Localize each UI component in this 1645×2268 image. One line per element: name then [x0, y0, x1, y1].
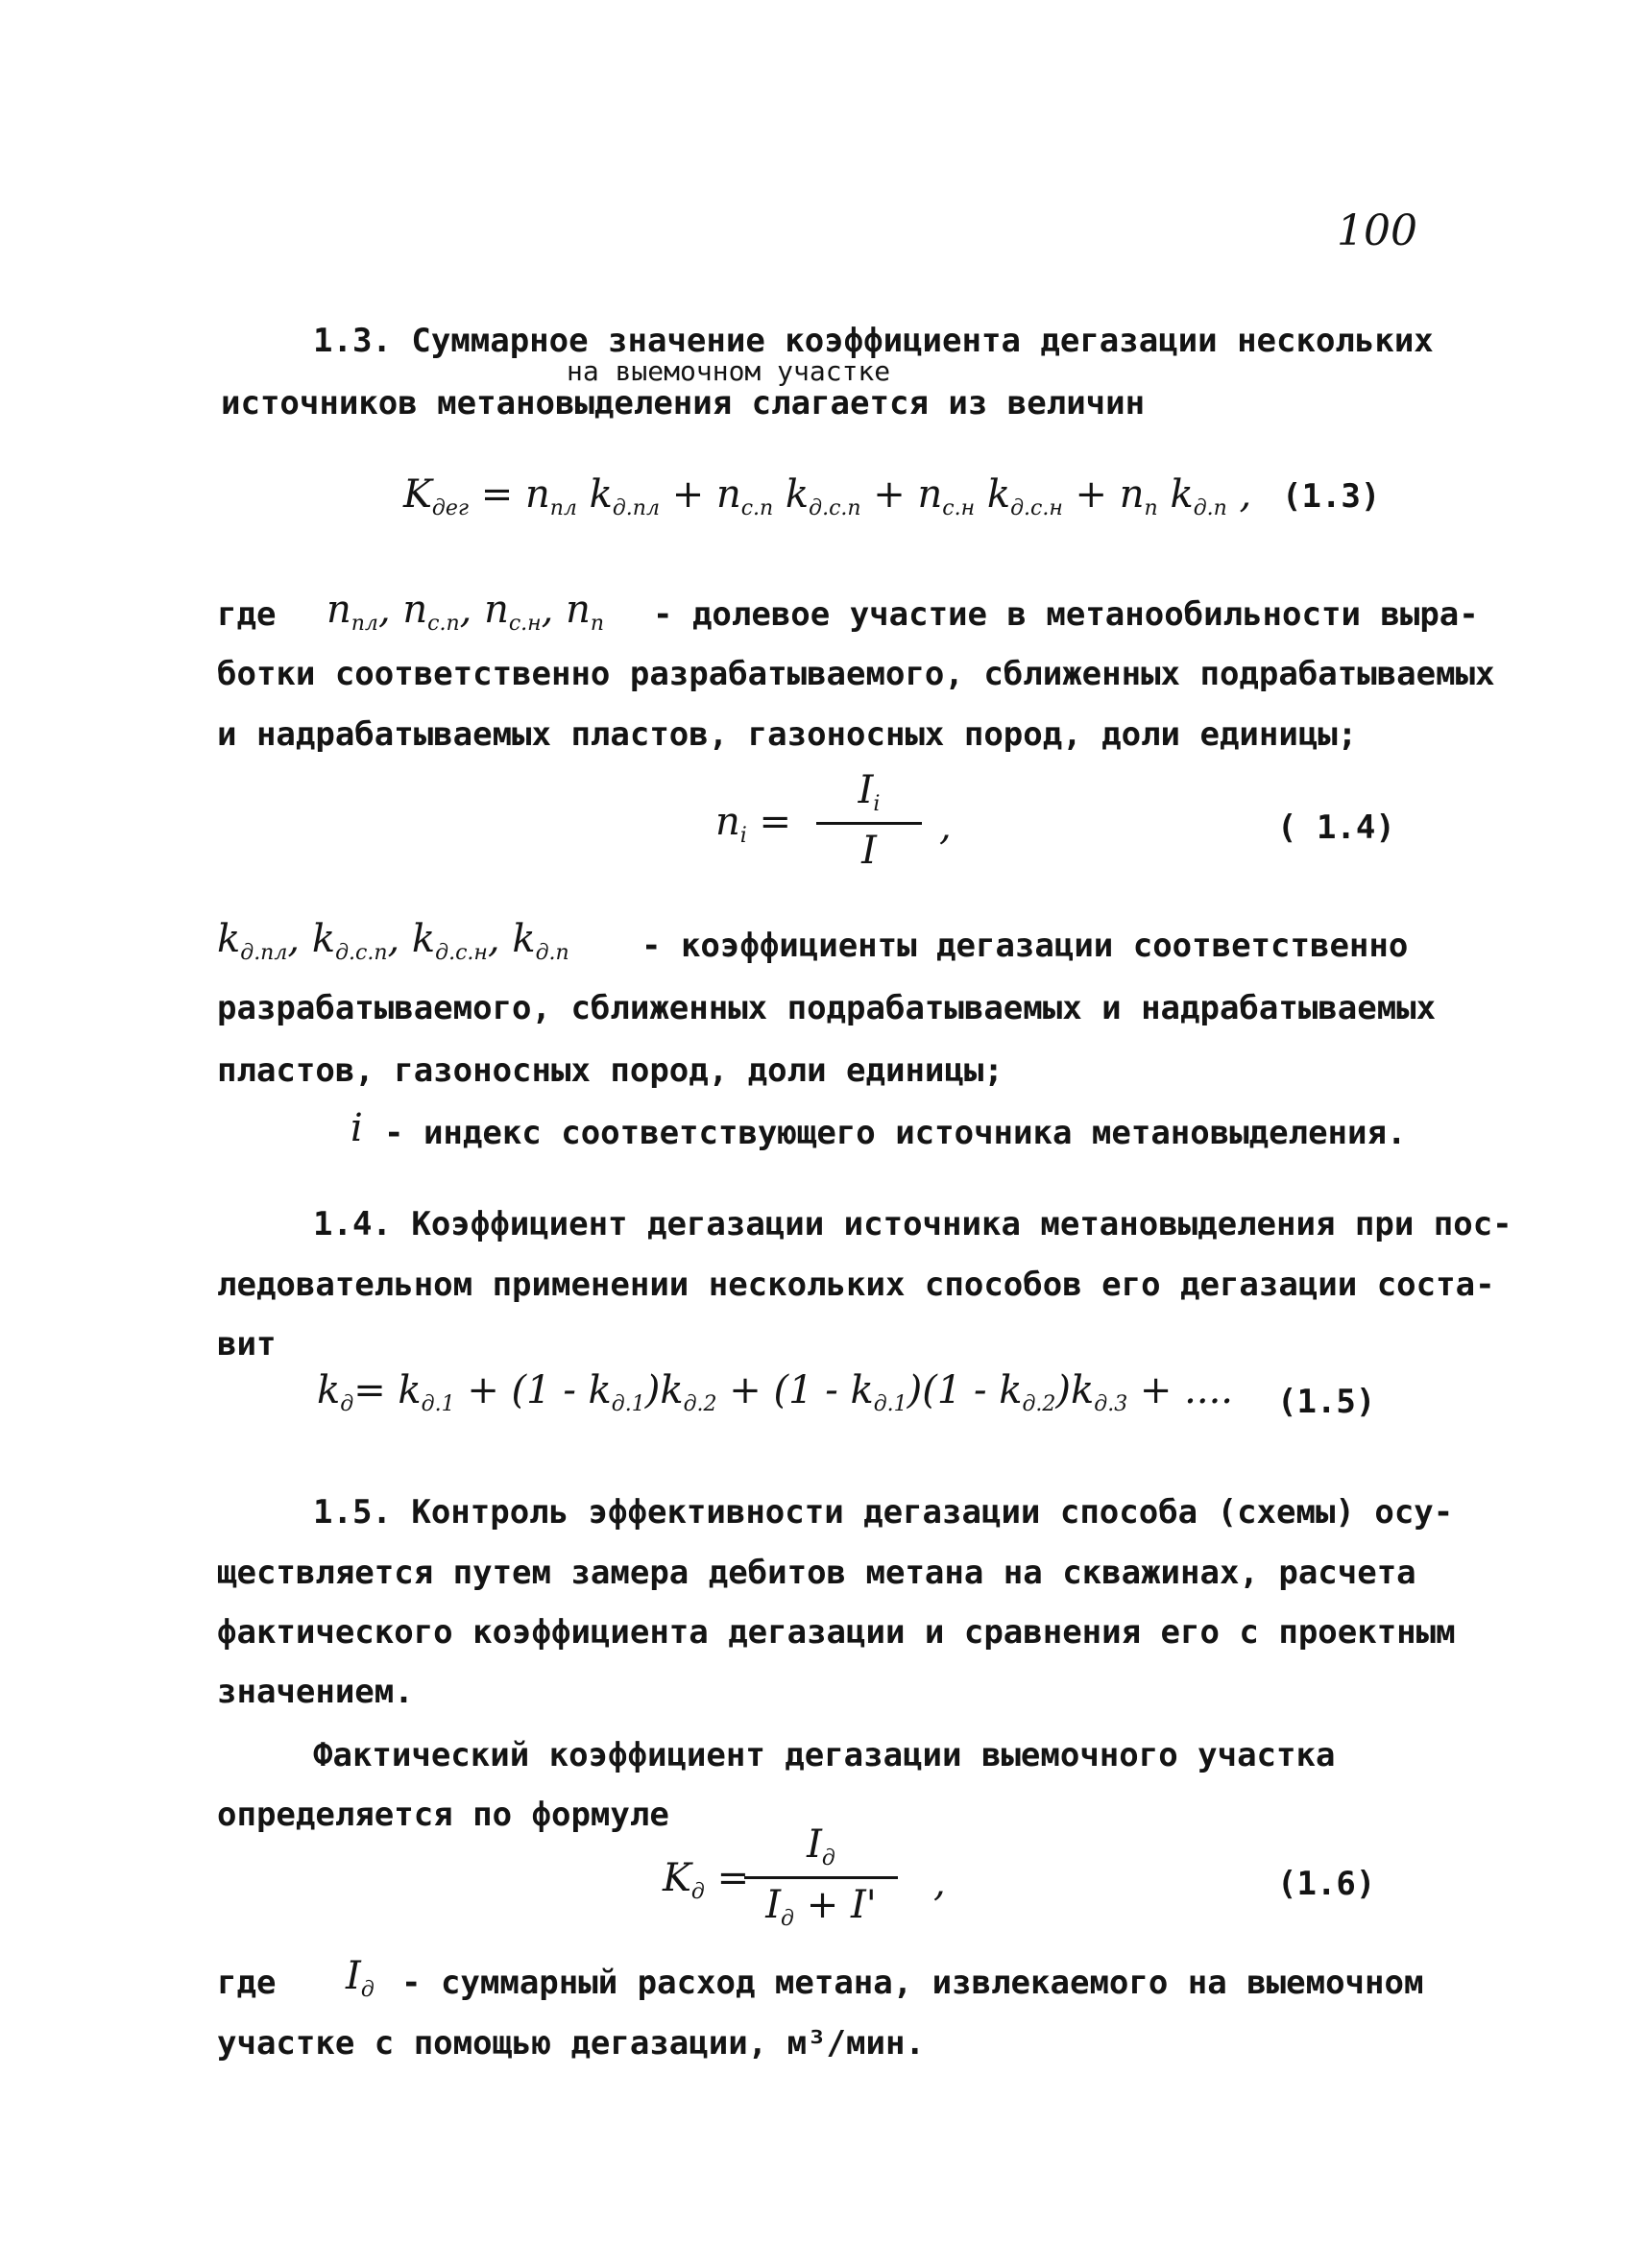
eq14-fraction-bar	[816, 822, 922, 825]
s15-line2: ществляется путем замера дебитов метана на скважинах, расчета	[217, 1554, 1416, 1592]
eq16-num-sub: д	[821, 1846, 835, 1870]
eq14-equals: =	[759, 800, 792, 844]
eq15-t3b-sub: д.2	[1022, 1392, 1056, 1416]
w1-n3: n	[484, 588, 509, 632]
eq13-op2: +	[873, 472, 906, 517]
where2-symbols: $k_{д.пл}$, $k_{д.с.п}$, $k_{д.с.н}$, $k_{д.п}$	[217, 917, 569, 965]
w2-k3: k	[411, 917, 436, 961]
eq15-lhs: k	[317, 1368, 341, 1412]
equation-1-3	[403, 472, 1251, 520]
page-number: 100	[1337, 206, 1417, 255]
eq13-n1: n	[524, 472, 550, 517]
eq15-t3-sub: д.1	[873, 1392, 907, 1416]
eq13-n3: n	[917, 472, 943, 517]
w2-k4: k	[512, 917, 536, 961]
eq16-fraction-bar	[744, 1876, 898, 1879]
eq15-number: (1.5)	[1277, 1383, 1376, 1421]
s13-line1: 1.3. Суммарное значение коэффициента дегазации нескольких	[313, 322, 1434, 360]
eq16-denominator	[744, 1883, 898, 1931]
eq16-lhs	[663, 1856, 749, 1904]
w1-n1: n	[327, 588, 351, 632]
eq13-n4-sub: п	[1144, 496, 1158, 520]
s15-line3: фактического коэффициента дегазации и сравнения его с проектным	[217, 1613, 1456, 1652]
w1-n1-sub: пл	[351, 612, 378, 636]
eq15-t2: + (1 - k	[454, 1368, 612, 1412]
eq13-trail: ,	[1239, 472, 1252, 517]
eq16-equals: =	[716, 1856, 750, 1900]
w1-n4: n	[566, 588, 591, 632]
eq13-k3-sub: д.с.н	[1010, 496, 1063, 520]
s13-line2: источников метановыделения слагается из величин	[221, 384, 1146, 422]
eq13-n3-sub: с.н	[942, 496, 976, 520]
eq15-t1-sub: д.1	[421, 1392, 455, 1416]
eq15-t3: + (1 - k	[716, 1368, 874, 1412]
eq13-k3: k	[986, 472, 1011, 517]
eq13-op1: +	[671, 472, 705, 517]
eq14-trail: ,	[939, 805, 952, 849]
eq15-t3c-sub: д.3	[1094, 1392, 1128, 1416]
w1-n3-sub: с.н	[508, 612, 542, 636]
eq13-lhs-sub: дег	[431, 496, 469, 520]
s15-line1: 1.5. Контроль эффективности дегазации способа (схемы) осу-	[313, 1493, 1454, 1532]
w2-k1: k	[217, 917, 241, 961]
where2-text1: - коэффициенты дегазации соответственно	[641, 927, 1409, 965]
eq13-lhs: K	[403, 472, 432, 517]
eq14-denominator: I	[861, 829, 877, 873]
eq16-trail: ,	[933, 1861, 946, 1905]
eq13-n2: n	[715, 472, 741, 517]
s15-line4: значением.	[217, 1673, 414, 1711]
eq15-t2b-sub: д.2	[683, 1392, 717, 1416]
eq13-k4-sub: д.п	[1193, 496, 1227, 520]
eq13-equals: =	[480, 472, 514, 517]
eq14-num-i: I	[858, 768, 874, 812]
where2-text3: пластов, газоносных пород, доли единицы;	[217, 1051, 1004, 1090]
fact-line2: определяется по формуле	[217, 1796, 669, 1834]
where2-i-symbol: i	[351, 1106, 363, 1150]
s13-insert: на выемочном участке	[567, 355, 891, 387]
eq13-k1-sub: д.пл	[612, 496, 660, 520]
w2-k2-sub: д.с.п	[335, 941, 388, 965]
eq14-fraction	[816, 768, 922, 873]
eq15-t2-sub: д.1	[611, 1392, 645, 1416]
w3-i-sub: д	[360, 1978, 375, 2002]
eq14-lhs-sub: i	[739, 824, 747, 848]
equation-1-5	[317, 1368, 1233, 1416]
where3-text2: участке с помощью дегазации, м³/мин.	[217, 2024, 925, 2063]
where1-text1: - долевое участие в метанообильности выра-	[653, 595, 1479, 634]
w3-i: I	[346, 1954, 361, 1998]
w1-n2: n	[402, 588, 428, 632]
where1-text2: ботки соответственно разрабатываемого, сближенных подрабатываемых	[217, 655, 1495, 693]
eq16-number: (1.6)	[1277, 1865, 1376, 1903]
w2-k3-sub: д.с.н	[435, 941, 488, 965]
eq16-den-i: I	[765, 1883, 782, 1927]
eq14-lhs	[715, 800, 791, 848]
eq16-num-i: I	[807, 1822, 822, 1867]
where3-word: где	[217, 1964, 277, 2002]
eq14-numerator	[816, 768, 922, 816]
eq15-t3b: )(1 - k	[907, 1368, 1023, 1412]
eq13-n1-sub: пл	[549, 496, 577, 520]
eq13-k2-sub: д.с.п	[809, 496, 861, 520]
eq15-lhs-sub: д	[340, 1392, 354, 1416]
where1-word: где	[217, 595, 277, 634]
where1-symbols: $n_{пл}$, $n_{с.п}$, $n_{с.н}$, $n_п$	[327, 588, 605, 636]
eq13-op3: +	[1075, 472, 1108, 517]
eq14-num-sub: i	[873, 792, 881, 816]
eq16-lhs-sub: д	[690, 1880, 705, 1904]
eq16-numerator	[744, 1822, 898, 1870]
eq15-t2b: )k	[644, 1368, 684, 1412]
eq16-lhs-k: K	[663, 1856, 691, 1900]
eq13-k4: k	[1170, 472, 1194, 517]
eq15-tail: + ....	[1127, 1368, 1234, 1412]
w1-n2-sub: с.п	[427, 612, 460, 636]
w1-n4-sub: п	[590, 612, 605, 636]
w2-k1-sub: д.пл	[240, 941, 288, 965]
eq15-t1: = k	[353, 1368, 422, 1412]
eq15-t3c: )k	[1055, 1368, 1095, 1412]
fact-line1: Фактический коэффициент дегазации выемочного участка	[313, 1736, 1336, 1774]
eq13-n2-sub: с.п	[740, 496, 774, 520]
eq13-n4: n	[1119, 472, 1145, 517]
eq16-fraction	[744, 1822, 898, 1931]
eq13-number: (1.3)	[1282, 477, 1381, 516]
where1-text3: и надрабатываемых пластов, газоносных пород, доли единицы;	[217, 715, 1358, 754]
eq16-den-sub: д	[781, 1907, 794, 1931]
w2-k2: k	[311, 917, 336, 961]
s14-line1: 1.4. Коэффициент дегазации источника метановыделения при пос-	[313, 1205, 1512, 1243]
where2-text2: разрабатываемого, сближенных подрабатываемых и надрабатываемых	[217, 989, 1437, 1027]
s14-line3: вит	[217, 1325, 277, 1363]
eq13-k1: k	[589, 472, 613, 517]
where2-i-text: - индекс соответствующего источника метановыделения.	[384, 1114, 1407, 1152]
eq14-number: ( 1.4)	[1277, 808, 1395, 847]
where3-symbol	[346, 1954, 375, 2002]
w2-k4-sub: д.п	[535, 941, 569, 965]
where3-text1: - суммарный расход метана, извлекаемого на выемочном	[401, 1964, 1424, 2002]
eq14-lhs-n: n	[715, 800, 740, 844]
s14-line2: ледовательном применении нескольких способов его дегазации соста-	[217, 1266, 1495, 1304]
eq13-k2: k	[785, 472, 810, 517]
eq16-den-rest: + I'	[794, 1883, 877, 1927]
